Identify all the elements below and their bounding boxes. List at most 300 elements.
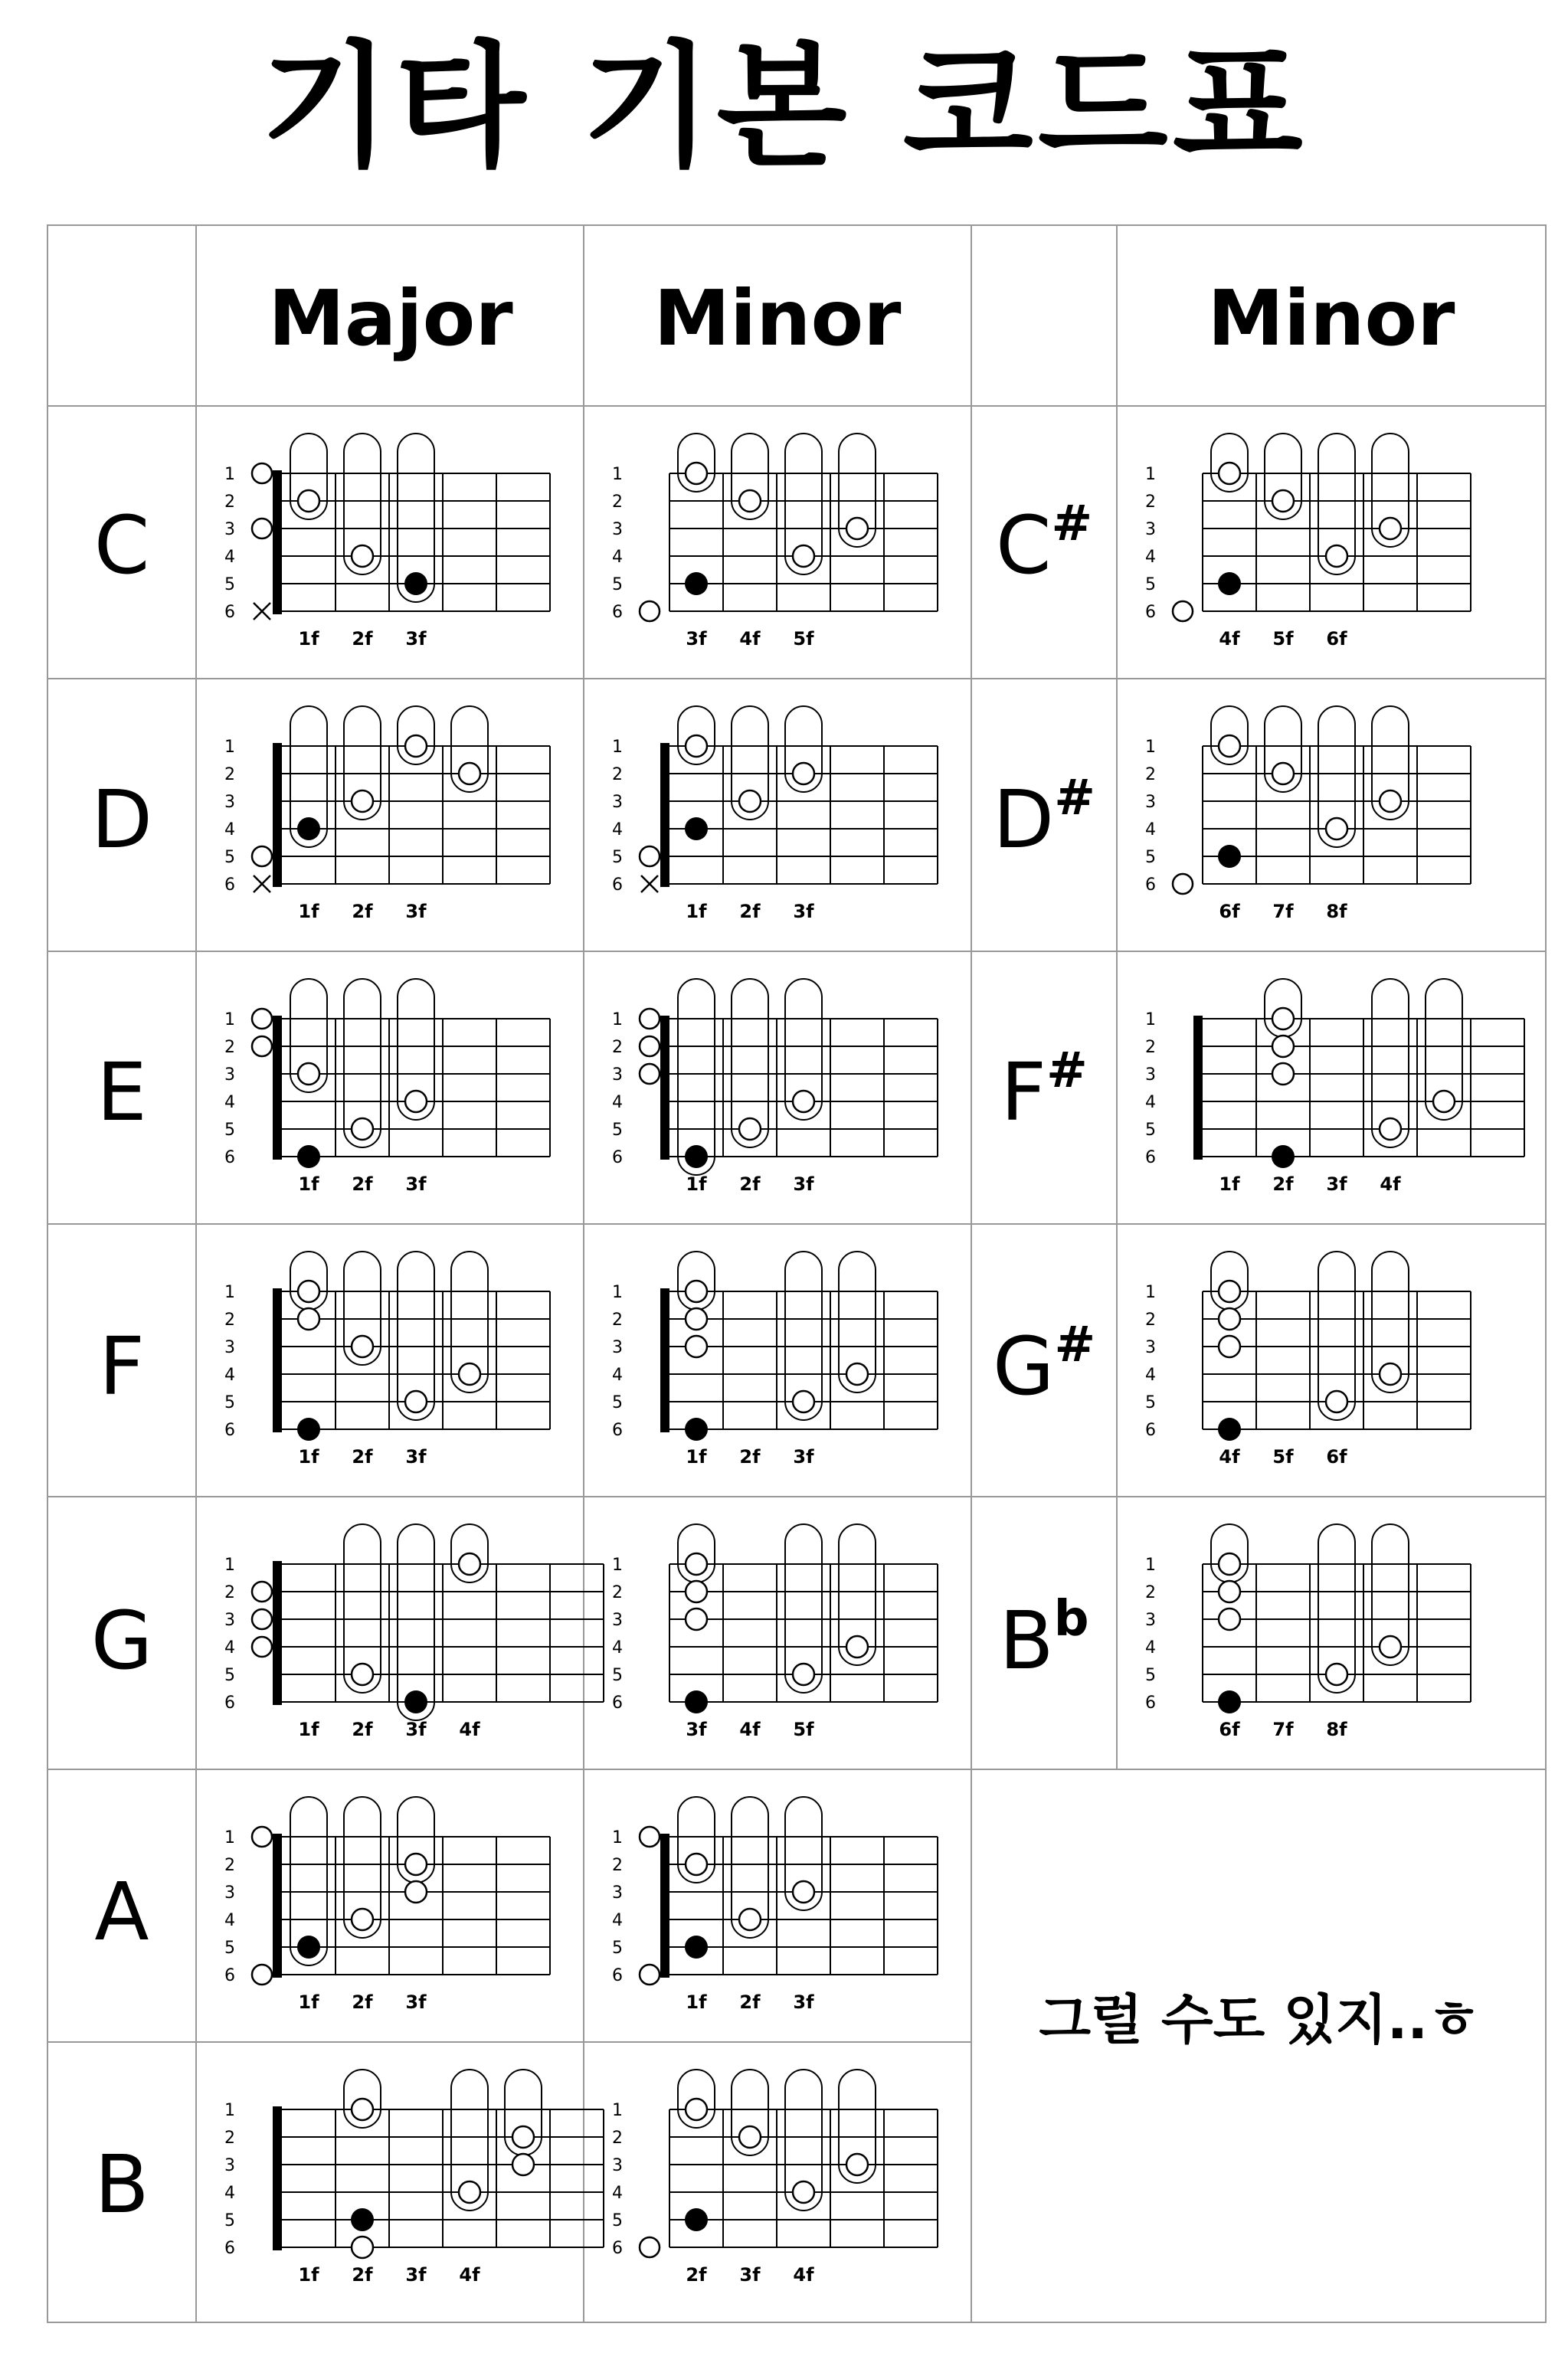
string-number-label: 3 (1145, 1611, 1156, 1630)
string-number-label: 1 (1145, 1283, 1156, 1302)
finger-position-dot (405, 1391, 427, 1412)
fret-number-label: 4f (1219, 628, 1240, 650)
finger-position-dot (352, 790, 373, 812)
string-number-label: 2 (612, 1038, 623, 1057)
open-string-marker (640, 2237, 660, 2257)
string-number-label: 1 (612, 1283, 623, 1302)
string-number-label: 2 (1145, 765, 1156, 784)
string-number-label: 5 (224, 848, 235, 867)
finger-position-dot (352, 1336, 373, 1357)
root-note-dot (297, 1936, 320, 1959)
open-string-marker (640, 1064, 660, 1084)
header-major: Major (268, 273, 513, 363)
finger-position-dot (793, 1664, 814, 1685)
finger-position-dot (1219, 1608, 1240, 1630)
fret-number-label: 2f (352, 1991, 373, 2013)
chord-diagram (224, 1797, 550, 2013)
row-label-e: E (97, 1046, 147, 1139)
chord-diagram (1145, 1524, 1471, 1740)
fret-number-label: 1f (686, 1173, 707, 1195)
chord-diagram (612, 1524, 938, 1740)
root-note-dot (404, 572, 427, 595)
fret-number-label: 6f (1326, 628, 1347, 650)
fret-number-label: 1f (298, 1173, 319, 1195)
fret-number-label: 1f (298, 1719, 319, 1740)
finger-position-dot (1272, 1063, 1294, 1085)
string-number-label: 5 (1145, 1666, 1156, 1685)
fret-number-label: 3f (405, 628, 427, 650)
root-note-dot (685, 572, 708, 595)
finger-position-dot (1380, 1118, 1401, 1140)
finger-position-dot (686, 1608, 707, 1630)
string-number-label: 1 (612, 2101, 623, 2120)
root-label: D (993, 773, 1055, 866)
string-number-label: 3 (224, 2156, 235, 2175)
fret-number-label: 3f (405, 1173, 427, 1195)
root-note-dot (1218, 845, 1241, 868)
string-number-label: 5 (1145, 575, 1156, 594)
row-label-b: B (94, 2138, 149, 2231)
root-note-dot (1218, 1690, 1241, 1713)
row-label-d-sharp (971, 770, 1117, 866)
chord-diagram (224, 434, 550, 650)
string-number-label: 1 (224, 738, 235, 757)
finger-position-dot (1219, 1308, 1240, 1330)
string-number-label: 6 (224, 875, 235, 895)
fret-number-label: 1f (298, 1446, 319, 1468)
finger-position-dot (352, 2237, 373, 2258)
fret-number-label: 3f (1326, 1173, 1347, 1195)
string-number-label: 5 (224, 1393, 235, 1412)
finger-position-dot (1380, 790, 1401, 812)
string-number-label: 2 (224, 1856, 235, 1875)
chord-diagram (224, 706, 550, 922)
string-number-label: 2 (612, 1583, 623, 1602)
string-number-label: 1 (1145, 1010, 1156, 1029)
string-number-label: 4 (224, 1638, 235, 1658)
finger-position-dot (1219, 735, 1240, 757)
chord-diagram (224, 2070, 604, 2286)
open-string-marker (640, 1036, 660, 1056)
chord-diagram (224, 1252, 550, 1468)
fret-number-label: 3f (405, 1991, 427, 2013)
open-string-marker (640, 1009, 660, 1029)
string-number-label: 1 (612, 738, 623, 757)
string-number-label: 4 (1145, 548, 1156, 567)
fret-number-label: 4f (459, 1719, 480, 1740)
string-number-label: 4 (224, 1366, 235, 1385)
finger-position-dot (793, 763, 814, 784)
page-title: 기타 기본 코드표 (260, 28, 1308, 185)
string-number-label: 3 (224, 1611, 235, 1630)
string-number-label: 4 (1145, 1638, 1156, 1658)
finger-position-dot (1272, 490, 1294, 512)
chord-diagram (1145, 1252, 1471, 1468)
string-number-label: 2 (612, 493, 623, 512)
root-note-dot (685, 2208, 708, 2231)
finger-position-dot (352, 1664, 373, 1685)
row-label-c: C (93, 499, 150, 592)
fret-number-label: 4f (739, 628, 761, 650)
root-label: G (992, 1320, 1055, 1413)
finger-position-dot (739, 1909, 761, 1930)
nut-bar (273, 470, 282, 614)
string-number-label: 3 (224, 793, 235, 812)
root-note-dot (685, 1690, 708, 1713)
chord-diagram (612, 1797, 938, 2013)
chord-diagram (612, 979, 938, 1195)
open-string-marker (252, 1609, 272, 1629)
string-number-label: 6 (224, 1421, 235, 1440)
string-number-label: 3 (224, 1883, 235, 1903)
string-number-label: 3 (612, 2156, 623, 2175)
string-number-label: 5 (612, 1121, 623, 1140)
finger-position-dot (352, 2099, 373, 2120)
finger-position-dot (686, 1308, 707, 1330)
root-note-dot (404, 1690, 427, 1713)
row-label-f-sharp (971, 1042, 1117, 1139)
fret-number-label: 7f (1272, 1719, 1294, 1740)
string-number-label: 5 (612, 1939, 623, 1958)
nut-bar (273, 1834, 282, 1978)
string-number-label: 4 (224, 820, 235, 839)
finger-position-dot (1219, 1281, 1240, 1302)
open-string-marker (252, 1009, 272, 1029)
finger-position-dot (1326, 1391, 1347, 1412)
finger-position-dot (298, 490, 319, 512)
nut-bar (660, 743, 669, 887)
nut-bar (273, 1288, 282, 1432)
fret-number-label: 5f (1272, 1446, 1294, 1468)
fret-number-label: 2f (352, 2264, 373, 2286)
fret-number-label: 7f (1272, 901, 1294, 922)
string-number-label: 5 (1145, 1121, 1156, 1140)
nut-bar (1193, 1016, 1203, 1160)
row-label-g: G (90, 1594, 153, 1687)
finger-position-dot (1326, 1664, 1347, 1685)
string-number-label: 1 (224, 465, 235, 484)
fret-number-label: 2f (739, 1446, 761, 1468)
fret-number-label: 2f (352, 1446, 373, 1468)
finger-position-dot (352, 1118, 373, 1140)
fret-number-label: 8f (1326, 1719, 1347, 1740)
finger-position-dot (686, 1854, 707, 1875)
string-number-label: 2 (224, 2129, 235, 2148)
string-number-label: 6 (612, 1694, 623, 1713)
nut-bar (660, 1288, 669, 1432)
string-number-label: 1 (612, 1828, 623, 1847)
fret-number-label: 5f (793, 628, 814, 650)
root-note-dot (685, 1418, 708, 1441)
string-number-label: 3 (612, 520, 623, 539)
string-number-label: 2 (1145, 1583, 1156, 1602)
finger-position-dot (1272, 763, 1294, 784)
muted-string-marker (254, 603, 270, 620)
fret-number-label: 3f (793, 1446, 814, 1468)
string-number-label: 6 (224, 1966, 235, 1985)
string-number-label: 6 (224, 1694, 235, 1713)
string-number-label: 6 (612, 2239, 623, 2258)
fret-number-label: 3f (405, 1446, 427, 1468)
fret-number-label: 2f (352, 1173, 373, 1195)
string-number-label: 2 (1145, 1038, 1156, 1057)
fret-number-label: 1f (298, 901, 319, 922)
string-number-label: 6 (1145, 603, 1156, 622)
muted-string-marker (254, 875, 270, 892)
root-note-dot (1272, 1145, 1295, 1168)
finger-position-dot (793, 2181, 814, 2203)
nut-bar (273, 743, 282, 887)
fret-number-label: 6f (1219, 901, 1240, 922)
finger-position-dot (1380, 1363, 1401, 1385)
string-number-label: 4 (612, 1093, 623, 1112)
string-number-label: 3 (612, 1338, 623, 1357)
string-number-label: 2 (224, 493, 235, 512)
root-label: F (1000, 1046, 1047, 1139)
string-number-label: 5 (224, 1666, 235, 1685)
root-note-dot (297, 817, 320, 840)
finger-position-dot (1219, 1336, 1240, 1357)
string-number-label: 1 (612, 1010, 623, 1029)
string-number-label: 2 (224, 1311, 235, 1330)
finger-position-dot (352, 545, 373, 567)
chord-diagram (612, 706, 938, 922)
string-number-label: 1 (612, 465, 623, 484)
fret-number-label: 2f (739, 1991, 761, 2013)
open-string-marker (640, 846, 660, 866)
fret-number-label: 1f (686, 1991, 707, 2013)
chord-diagram (1145, 434, 1471, 650)
string-number-label: 5 (612, 1666, 623, 1685)
root-note-dot (685, 817, 708, 840)
open-string-marker (1173, 601, 1193, 621)
finger-position-dot (793, 1091, 814, 1112)
string-number-label: 4 (224, 1911, 235, 1930)
accidental-label: # (1046, 1042, 1088, 1099)
string-number-label: 2 (224, 765, 235, 784)
finger-position-dot (298, 1063, 319, 1085)
string-number-label: 4 (612, 1911, 623, 1930)
header-minor: Minor (653, 273, 902, 363)
string-number-label: 4 (612, 2184, 623, 2203)
string-number-label: 5 (224, 2211, 235, 2230)
fret-number-label: 6f (1219, 1719, 1240, 1740)
string-number-label: 3 (1145, 793, 1156, 812)
fret-number-label: 3f (739, 2264, 761, 2286)
open-string-marker (252, 1036, 272, 1056)
accidental-label: # (1051, 496, 1093, 552)
nut-bar (660, 1834, 669, 1978)
finger-position-dot (1219, 1581, 1240, 1602)
open-string-marker (640, 1827, 660, 1847)
finger-position-dot (405, 735, 427, 757)
open-string-marker (252, 1637, 272, 1657)
string-number-label: 3 (1145, 520, 1156, 539)
finger-position-dot (1380, 518, 1401, 539)
row-label-g-sharp (971, 1317, 1117, 1413)
finger-position-dot (793, 545, 814, 567)
finger-position-dot (686, 1553, 707, 1575)
chord-diagram (612, 434, 938, 650)
finger-position-dot (405, 1091, 427, 1112)
string-number-label: 5 (612, 575, 623, 594)
fret-number-label: 4f (459, 2264, 480, 2286)
finger-position-dot (459, 1363, 480, 1385)
finger-position-dot (1272, 1008, 1294, 1029)
string-number-label: 6 (1145, 1148, 1156, 1167)
fret-number-label: 3f (686, 628, 707, 650)
string-number-label: 2 (1145, 1311, 1156, 1330)
open-string-marker (252, 519, 272, 538)
string-number-label: 1 (1145, 465, 1156, 484)
string-number-label: 4 (224, 1093, 235, 1112)
fret-number-label: 2f (352, 901, 373, 922)
finger-position-dot (1272, 1036, 1294, 1057)
finger-position-dot (405, 1854, 427, 1875)
finger-position-dot (1326, 818, 1347, 839)
string-number-label: 3 (224, 1065, 235, 1085)
string-number-label: 3 (612, 793, 623, 812)
fret-number-label: 3f (793, 901, 814, 922)
string-number-label: 3 (612, 1611, 623, 1630)
chord-diagram (1145, 979, 1524, 1195)
root-note-dot (685, 1936, 708, 1959)
string-number-label: 3 (1145, 1338, 1156, 1357)
string-number-label: 3 (224, 520, 235, 539)
chord-diagram (1145, 706, 1471, 922)
root-label: B (999, 1594, 1054, 1687)
row-label-d: D (90, 773, 153, 866)
chord-diagram (612, 2070, 938, 2286)
finger-position-dot (846, 1363, 868, 1385)
finger-position-dot (686, 1581, 707, 1602)
string-number-label: 1 (224, 1283, 235, 1302)
finger-position-dot (793, 1391, 814, 1412)
open-string-marker (252, 1965, 272, 1985)
finger-position-dot (739, 2126, 761, 2148)
string-number-label: 4 (1145, 1093, 1156, 1112)
nut-bar (273, 1016, 282, 1160)
fret-number-label: 1f (298, 1991, 319, 2013)
string-number-label: 2 (1145, 493, 1156, 512)
finger-position-dot (686, 735, 707, 757)
fret-number-label: 1f (1219, 1173, 1240, 1195)
string-number-label: 5 (224, 575, 235, 594)
fret-number-label: 3f (405, 2264, 427, 2286)
finger-position-dot (459, 2181, 480, 2203)
string-number-label: 2 (224, 1038, 235, 1057)
string-number-label: 4 (1145, 1366, 1156, 1385)
finger-position-dot (512, 2154, 534, 2175)
string-number-label: 5 (1145, 1393, 1156, 1412)
root-note-dot (297, 1145, 320, 1168)
string-number-label: 6 (224, 1148, 235, 1167)
string-number-label: 6 (1145, 1694, 1156, 1713)
fret-number-label: 8f (1326, 901, 1347, 922)
fret-number-label: 3f (793, 1173, 814, 1195)
accidental-label: # (1054, 770, 1095, 826)
finger-position-dot (846, 518, 868, 539)
fret-number-label: 6f (1326, 1446, 1347, 1468)
finger-position-dot (686, 1281, 707, 1302)
string-number-label: 2 (612, 765, 623, 784)
string-number-label: 4 (612, 548, 623, 567)
finger-position-dot (459, 1553, 480, 1575)
chord-diagram (224, 979, 550, 1195)
finger-position-dot (512, 2126, 534, 2148)
string-number-label: 4 (1145, 820, 1156, 839)
string-number-label: 2 (612, 1856, 623, 1875)
string-number-label: 2 (612, 2129, 623, 2148)
string-number-label: 1 (1145, 1556, 1156, 1575)
root-note-dot (351, 2208, 374, 2231)
chord-diagram (224, 1524, 604, 1740)
root-label: C (995, 499, 1052, 592)
fret-number-label: 2f (686, 2264, 707, 2286)
fret-number-label: 2f (352, 1719, 373, 1740)
fret-number-label: 2f (739, 901, 761, 922)
open-string-marker (252, 463, 272, 483)
fret-number-label: 4f (793, 2264, 814, 2286)
string-number-label: 5 (612, 2211, 623, 2230)
string-number-label: 6 (612, 1421, 623, 1440)
string-number-label: 5 (612, 1393, 623, 1412)
finger-position-dot (352, 1909, 373, 1930)
string-number-label: 6 (224, 2239, 235, 2258)
nut-bar (273, 2106, 282, 2250)
finger-position-dot (846, 1636, 868, 1658)
row-label-b-flat (971, 1591, 1117, 1687)
open-string-marker (640, 601, 660, 621)
string-number-label: 4 (224, 2184, 235, 2203)
finger-position-dot (298, 1308, 319, 1330)
finger-position-dot (686, 1336, 707, 1357)
string-number-label: 4 (612, 1638, 623, 1658)
string-number-label: 1 (224, 2101, 235, 2120)
finger-position-dot (686, 2099, 707, 2120)
row-label-c-sharp (971, 496, 1117, 592)
fret-number-label: 1f (686, 901, 707, 922)
fret-number-label: 1f (298, 628, 319, 650)
string-number-label: 6 (1145, 1421, 1156, 1440)
finger-position-dot (405, 1881, 427, 1903)
header-minor-sharp: Minor (1207, 273, 1455, 363)
string-number-label: 1 (224, 1010, 235, 1029)
finger-position-dot (1219, 1553, 1240, 1575)
finger-position-dot (459, 763, 480, 784)
open-string-marker (640, 1965, 660, 1985)
string-number-label: 1 (612, 1556, 623, 1575)
string-number-label: 6 (612, 603, 623, 622)
string-number-label: 3 (224, 1338, 235, 1357)
accidental-label: b (1053, 1591, 1089, 1648)
muted-string-marker (641, 875, 658, 892)
string-number-label: 5 (224, 1939, 235, 1958)
finger-position-dot (739, 1118, 761, 1140)
root-note-dot (1218, 572, 1241, 595)
string-number-label: 5 (612, 848, 623, 867)
nut-bar (273, 1561, 282, 1705)
fret-number-label: 2f (1272, 1173, 1294, 1195)
string-number-label: 3 (1145, 1065, 1156, 1085)
root-note-dot (1218, 1418, 1241, 1441)
root-note-dot (297, 1418, 320, 1441)
fret-number-label: 5f (793, 1719, 814, 1740)
finger-position-dot (298, 1281, 319, 1302)
string-number-label: 6 (612, 1148, 623, 1167)
open-string-marker (1173, 874, 1193, 894)
finger-position-dot (1433, 1091, 1455, 1112)
